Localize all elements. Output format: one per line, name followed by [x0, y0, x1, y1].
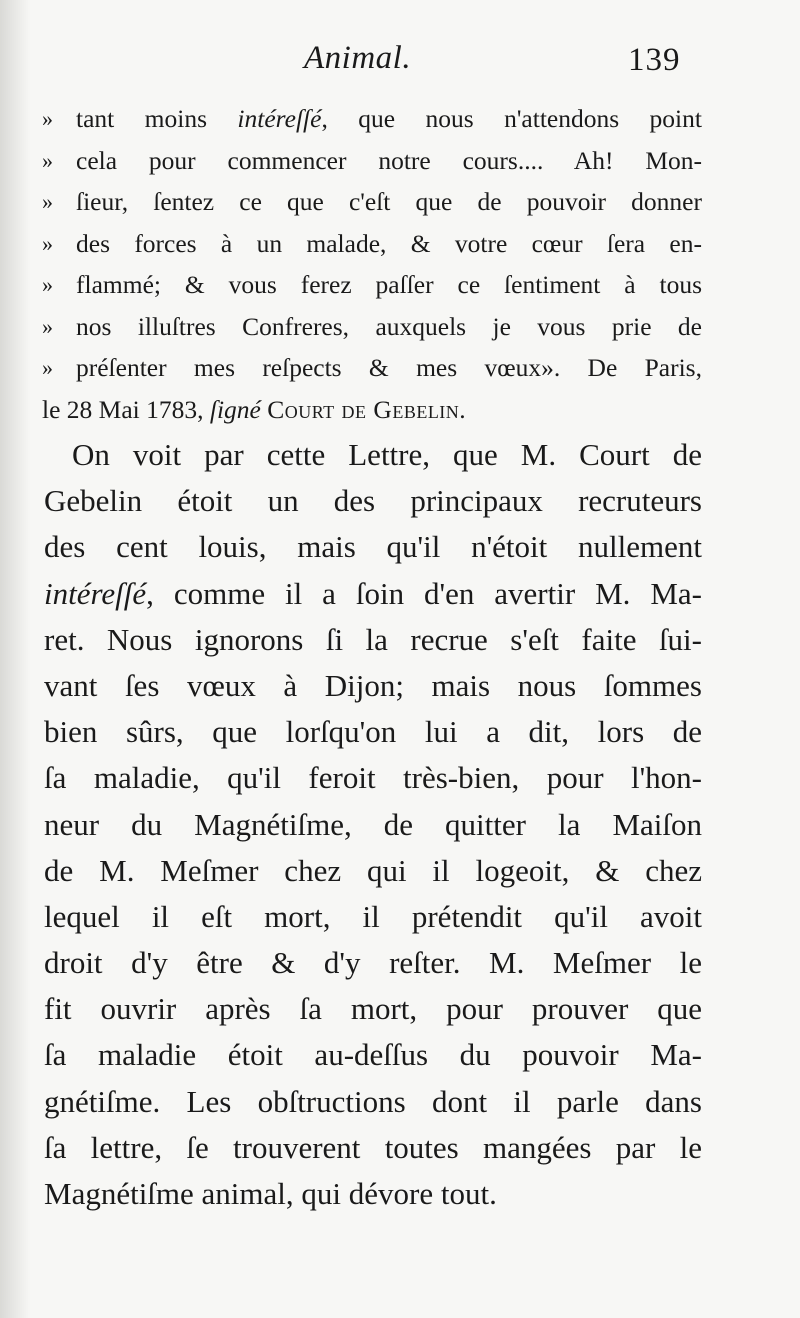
body-line: vant ſes vœux à Dijon; mais nous ſommes: [44, 667, 702, 703]
body-line: ſa maladie étoit au-deſſus du pouvoir Ma-: [44, 1037, 702, 1073]
quote-line: [42, 223, 702, 265]
guillemet-mark: »: [42, 147, 53, 173]
quote-italic-text: intéreſſé: [237, 104, 322, 133]
body-line: [44, 571, 702, 617]
quote-text: préſenter mes reſpects & mes vœux». De Paris,: [76, 353, 702, 382]
quote-line: [42, 181, 702, 223]
body-line: bien sûrs, que lorſqu'on lui a dit, lors de: [44, 714, 702, 750]
quote-date: le 28 Mai 1783,: [42, 394, 210, 424]
body-line: ſa maladie, qu'il feroit très-bien, pour l'hon-: [44, 760, 702, 796]
quote-text: des forces à un malade, & votre cœur ſera en-: [76, 228, 702, 258]
quote-line: [42, 264, 702, 306]
quote-text: flammé; & vous ferez paſſer ce ſentiment à tous: [76, 270, 702, 299]
quote-signature-line: [42, 389, 702, 431]
guillemet-mark: »: [42, 230, 53, 256]
page-gutter-shadow: [0, 0, 30, 1318]
body-line: lequel il eſt mort, il prétendit qu'il avoit: [44, 898, 702, 934]
quote-line: [42, 98, 702, 140]
body-line: ſa lettre, ſe trouverent toutes mangées par le: [44, 1129, 702, 1165]
quote-text: ſieur, ſentez ce que c'eſt que de pouvoir donner: [76, 187, 702, 216]
guillemet-mark: »: [42, 355, 53, 380]
page-number: 139: [628, 42, 681, 78]
body-line: ret. Nous ignorons ſi la recrue s'eſt faite ſui-: [44, 621, 702, 657]
quote-text: nos illuſtres Confreres, auxquels je vous prie de: [76, 311, 702, 341]
body-line: Gebelin étoit un des principaux recruteurs: [44, 483, 702, 519]
quote-text: tant moins: [76, 104, 238, 133]
running-head: [0, 40, 800, 90]
body-line: fit ouvrir après ſa mort, pour prouver que: [44, 991, 702, 1027]
quote-line: [42, 306, 702, 348]
body-paragraph: [44, 432, 702, 1217]
body-line: des cent louis, mais qu'il n'étoit nullement: [44, 529, 702, 565]
quote-text: cela pour commencer notre cours.... Ah! Mon-: [76, 145, 702, 175]
body-line: neur du Magnétiſme, de quitter la Maiſon: [44, 806, 702, 842]
body-line: droit d'y être & d'y reſter. M. Meſmer le: [44, 945, 702, 981]
running-title: Animal.: [304, 40, 412, 76]
body-line: Magnétiſme animal, qui dévore tout.: [44, 1176, 497, 1211]
body-line: de M. Meſmer chez qui il logeoit, & chez: [44, 852, 702, 888]
body-line: On voit par cette Lettre, que M. Court de: [72, 437, 702, 472]
guillemet-mark: »: [42, 189, 53, 214]
quote-line: [42, 347, 702, 389]
body-line: gnétiſme. Les obſtructions dont il parle dans: [44, 1083, 702, 1119]
quoted-letter: [42, 98, 702, 430]
body-text: , comme il a ſoin d'en avertir M. Ma-: [146, 575, 702, 611]
guillemet-mark: »: [42, 272, 53, 297]
guillemet-mark: »: [42, 313, 53, 339]
quote-signed-word: ſigné: [209, 394, 261, 424]
signatory-name: Court de Gebelin.: [267, 394, 467, 424]
quote-text: , que nous n'attendons point: [321, 104, 702, 133]
guillemet-mark: »: [42, 106, 53, 131]
body-italic-text: intéreſſé: [44, 575, 147, 611]
quote-line: [42, 140, 702, 182]
